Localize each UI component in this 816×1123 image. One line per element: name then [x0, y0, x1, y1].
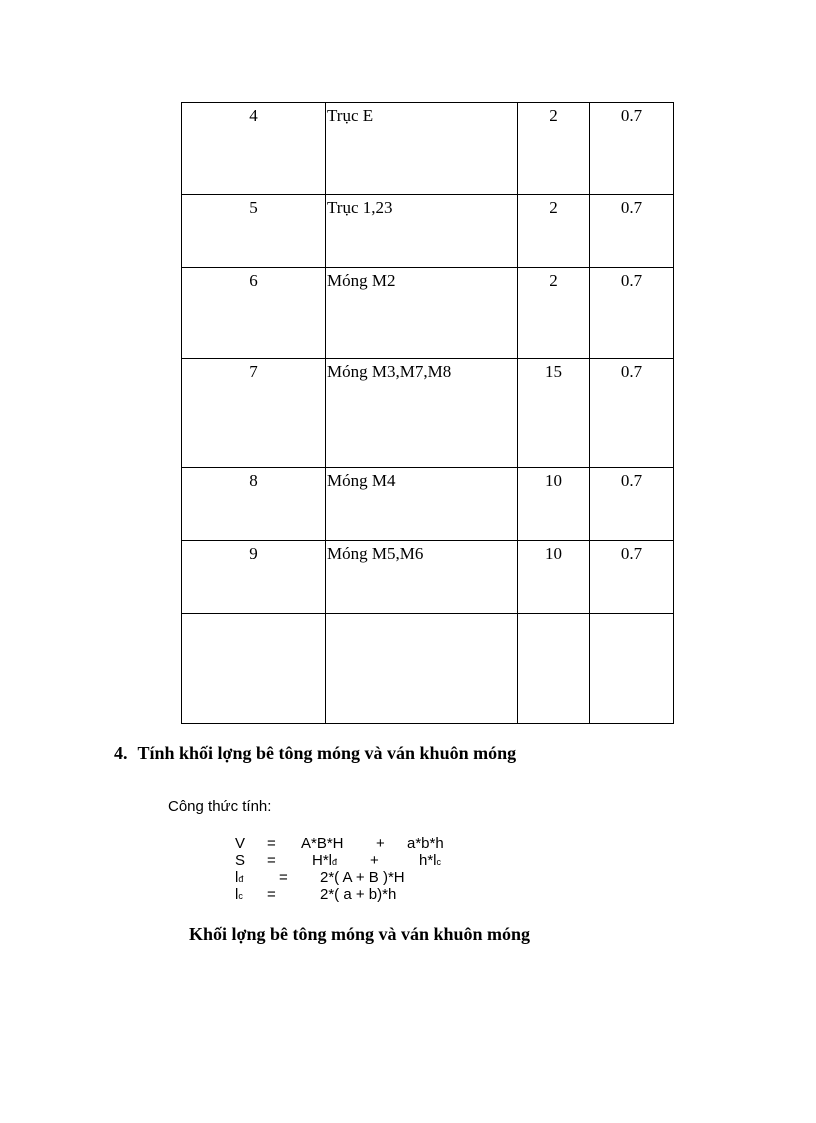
formula-equals: = — [267, 886, 276, 903]
cell-name: Móng M5,M6 — [326, 541, 518, 614]
formula-subscript: đ — [238, 874, 244, 884]
formula-lhs: S — [235, 852, 246, 869]
table-row — [182, 103, 674, 195]
cell-name: Móng M2 — [326, 268, 518, 359]
cell-no — [182, 614, 326, 724]
formula-label: Công thức tính: — [168, 798, 272, 815]
formula-term-text: h*l — [419, 852, 437, 869]
formula-equals: = — [267, 835, 276, 852]
cell-name: Trục 1,23 — [326, 195, 518, 268]
cell-no: 4 — [182, 103, 326, 195]
formula-term-text: H*l — [312, 852, 333, 869]
cell-val: 0.7 — [590, 468, 674, 541]
cell-qty: 10 — [518, 541, 590, 614]
cell-qty: 15 — [518, 359, 590, 468]
formula-equals: = — [279, 869, 288, 886]
cell-no: 7 — [182, 359, 326, 468]
section-title: Tính khối lợng bê tông móng và ván khuôn móng — [137, 743, 517, 763]
cell-qty: 10 — [518, 468, 590, 541]
formula-term: 2*( A + B )*H — [320, 869, 405, 886]
section-number: 4. — [114, 743, 128, 763]
cell-qty — [518, 614, 590, 724]
table-row — [182, 359, 674, 468]
subsection-heading: Khối lợng bê tông móng và ván khuôn móng — [189, 924, 531, 944]
formula-operator: + — [376, 835, 385, 852]
table-row — [182, 268, 674, 359]
cell-val: 0.7 — [590, 103, 674, 195]
data-table — [181, 102, 674, 724]
cell-name: Móng M3,M7,M8 — [326, 359, 518, 468]
formula-subscript: đ — [332, 857, 338, 867]
formula-term: A*B*H — [301, 835, 344, 852]
cell-val — [590, 614, 674, 724]
table-row — [182, 614, 674, 724]
cell-qty: 2 — [518, 103, 590, 195]
formula-lhs-text: l — [235, 869, 239, 886]
section-heading — [114, 743, 516, 764]
cell-val: 0.7 — [590, 541, 674, 614]
cell-name: Móng M4 — [326, 468, 518, 541]
cell-val: 0.7 — [590, 195, 674, 268]
cell-name: Trục E — [326, 103, 518, 195]
formula-lhs — [235, 886, 243, 905]
cell-no: 8 — [182, 468, 326, 541]
formula-lhs-text: l — [235, 886, 239, 903]
cell-qty: 2 — [518, 195, 590, 268]
formula-lhs: V — [235, 835, 246, 852]
table-row — [182, 195, 674, 268]
formula-term — [419, 852, 441, 871]
cell-no: 6 — [182, 268, 326, 359]
table-row — [182, 468, 674, 541]
table-body — [182, 103, 674, 724]
cell-val: 0.7 — [590, 359, 674, 468]
table-row — [182, 541, 674, 614]
cell-name — [326, 614, 518, 724]
formula-term: 2*( a + b)*h — [320, 886, 397, 903]
formula-term: a*b*h — [407, 835, 444, 852]
cell-qty: 2 — [518, 268, 590, 359]
cell-no: 5 — [182, 195, 326, 268]
formula-subscript: c — [238, 891, 243, 901]
formula-equals: = — [267, 852, 276, 869]
cell-val: 0.7 — [590, 268, 674, 359]
formula-subscript: c — [436, 857, 442, 867]
formula-operator: + — [370, 852, 379, 869]
cell-no: 9 — [182, 541, 326, 614]
